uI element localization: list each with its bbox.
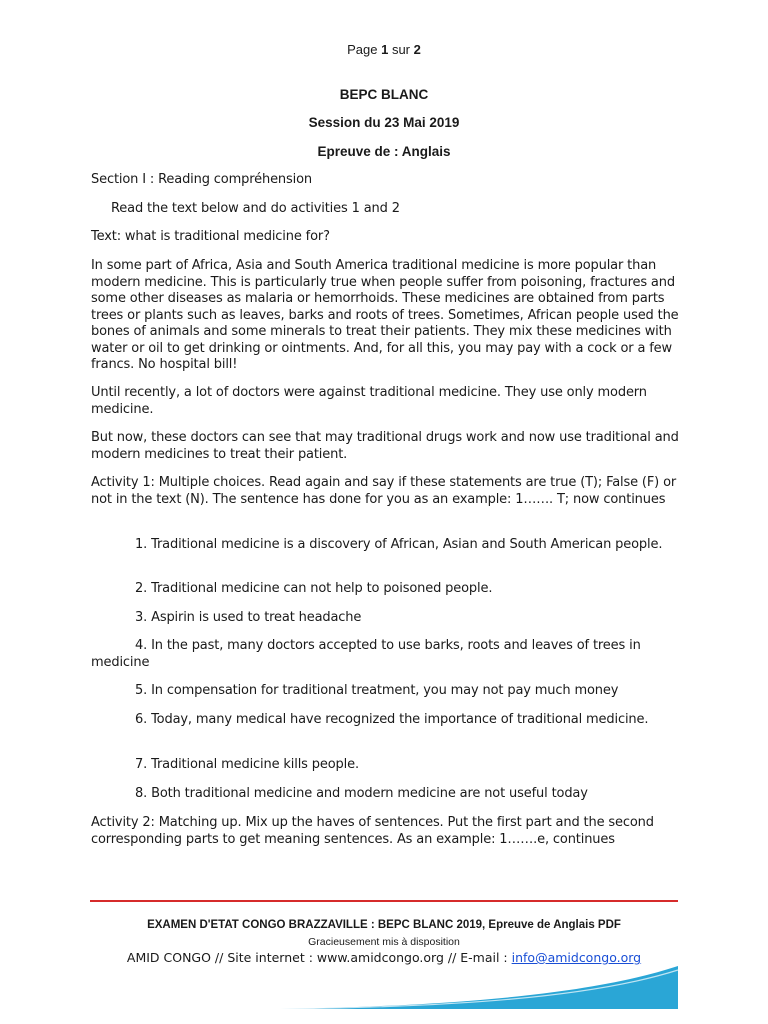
paragraph-3: But now, these doctors can see that may traditional drugs work and now use traditional and modern medicines to treat their patient. xyxy=(91,430,679,462)
footer-title: EXAMEN D'ETAT CONGO BRAZZAVILLE : BEPC BLANC 2019, Epreuve de Anglais PDF xyxy=(147,919,621,931)
footer-wave-decoration xyxy=(0,960,768,1024)
activity1-item-4: 4. In the past, many doctors accepted to use barks, roots and leaves of trees in medicine xyxy=(91,638,641,670)
instruction-text: Read the text below and do activities 1 and 2 xyxy=(111,201,400,216)
activity1-instruction: Activity 1: Multiple choices. Read again and say if these statements are true (T); False (F) or not in the text (N). The sentence has done for you as an example: 1……. T; now continues xyxy=(91,475,677,507)
footer-subtitle: Gracieusement mis à disposition xyxy=(308,936,460,948)
activity1-item-1: 1. Traditional medicine is a discovery of African, Asian and South American people. xyxy=(135,537,663,552)
activity1-item-2: 2. Traditional medicine can not help to poisoned people. xyxy=(135,581,493,596)
email-link[interactable]: info@amidcongo.org xyxy=(511,950,642,965)
paragraph-2: Until recently, a lot of doctors were against traditional medicine. They use only modern medicine. xyxy=(91,385,647,417)
text-title: Text: what is traditional medicine for? xyxy=(91,229,330,244)
session-date: Session du 23 Mai 2019 xyxy=(308,115,460,130)
activity2-instruction: Activity 2: Matching up. Mix up the haves of sentences. Put the first part and the second corresponding parts to get meaning sentences. As an example: 1…….e, continues xyxy=(91,815,654,847)
footer-divider xyxy=(90,900,678,902)
exam-title: BEPC BLANC xyxy=(339,87,429,102)
page-number: Page 1 sur 2 xyxy=(347,42,421,57)
activity1-item-8: 8. Both traditional medicine and modern medicine are not useful today xyxy=(135,786,588,801)
page-total: 2 xyxy=(413,42,421,57)
activity1-item-3: 3. Aspirin is used to treat headache xyxy=(135,610,362,625)
footer-contact: AMID CONGO // Site internet : www.amidcongo.org // E-mail : info@amidcongo.org xyxy=(126,950,642,965)
paragraph-1: In some part of Africa, Asia and South America traditional medicine is more popular than modern medicine. This is particularly true when people suffer from poisoning, fractures and some other diseases as malaria or hemorrhoids. These medicines are obtained from parts trees or plants such as leaves, barks and roots of trees. Sometimes, African people used the bones of animals and some minerals to treat their patients. They mix these medicines with water or oil to get drinking or ointments. And, for all this, you may pay with a cock or a few francs. No hospital bill! xyxy=(91,258,679,372)
subject-title: Epreuve de : Anglais xyxy=(317,144,451,159)
section-heading: Section I : Reading compréhension xyxy=(91,172,312,187)
activity1-item-6: 6. Today, many medical have recognized the importance of traditional medicine. xyxy=(135,712,649,727)
activity1-item-7: 7. Traditional medicine kills people. xyxy=(135,757,359,772)
page-current: 1 xyxy=(381,42,389,57)
activity1-item-5: 5. In compensation for traditional treatment, you may not pay much money xyxy=(135,683,619,698)
